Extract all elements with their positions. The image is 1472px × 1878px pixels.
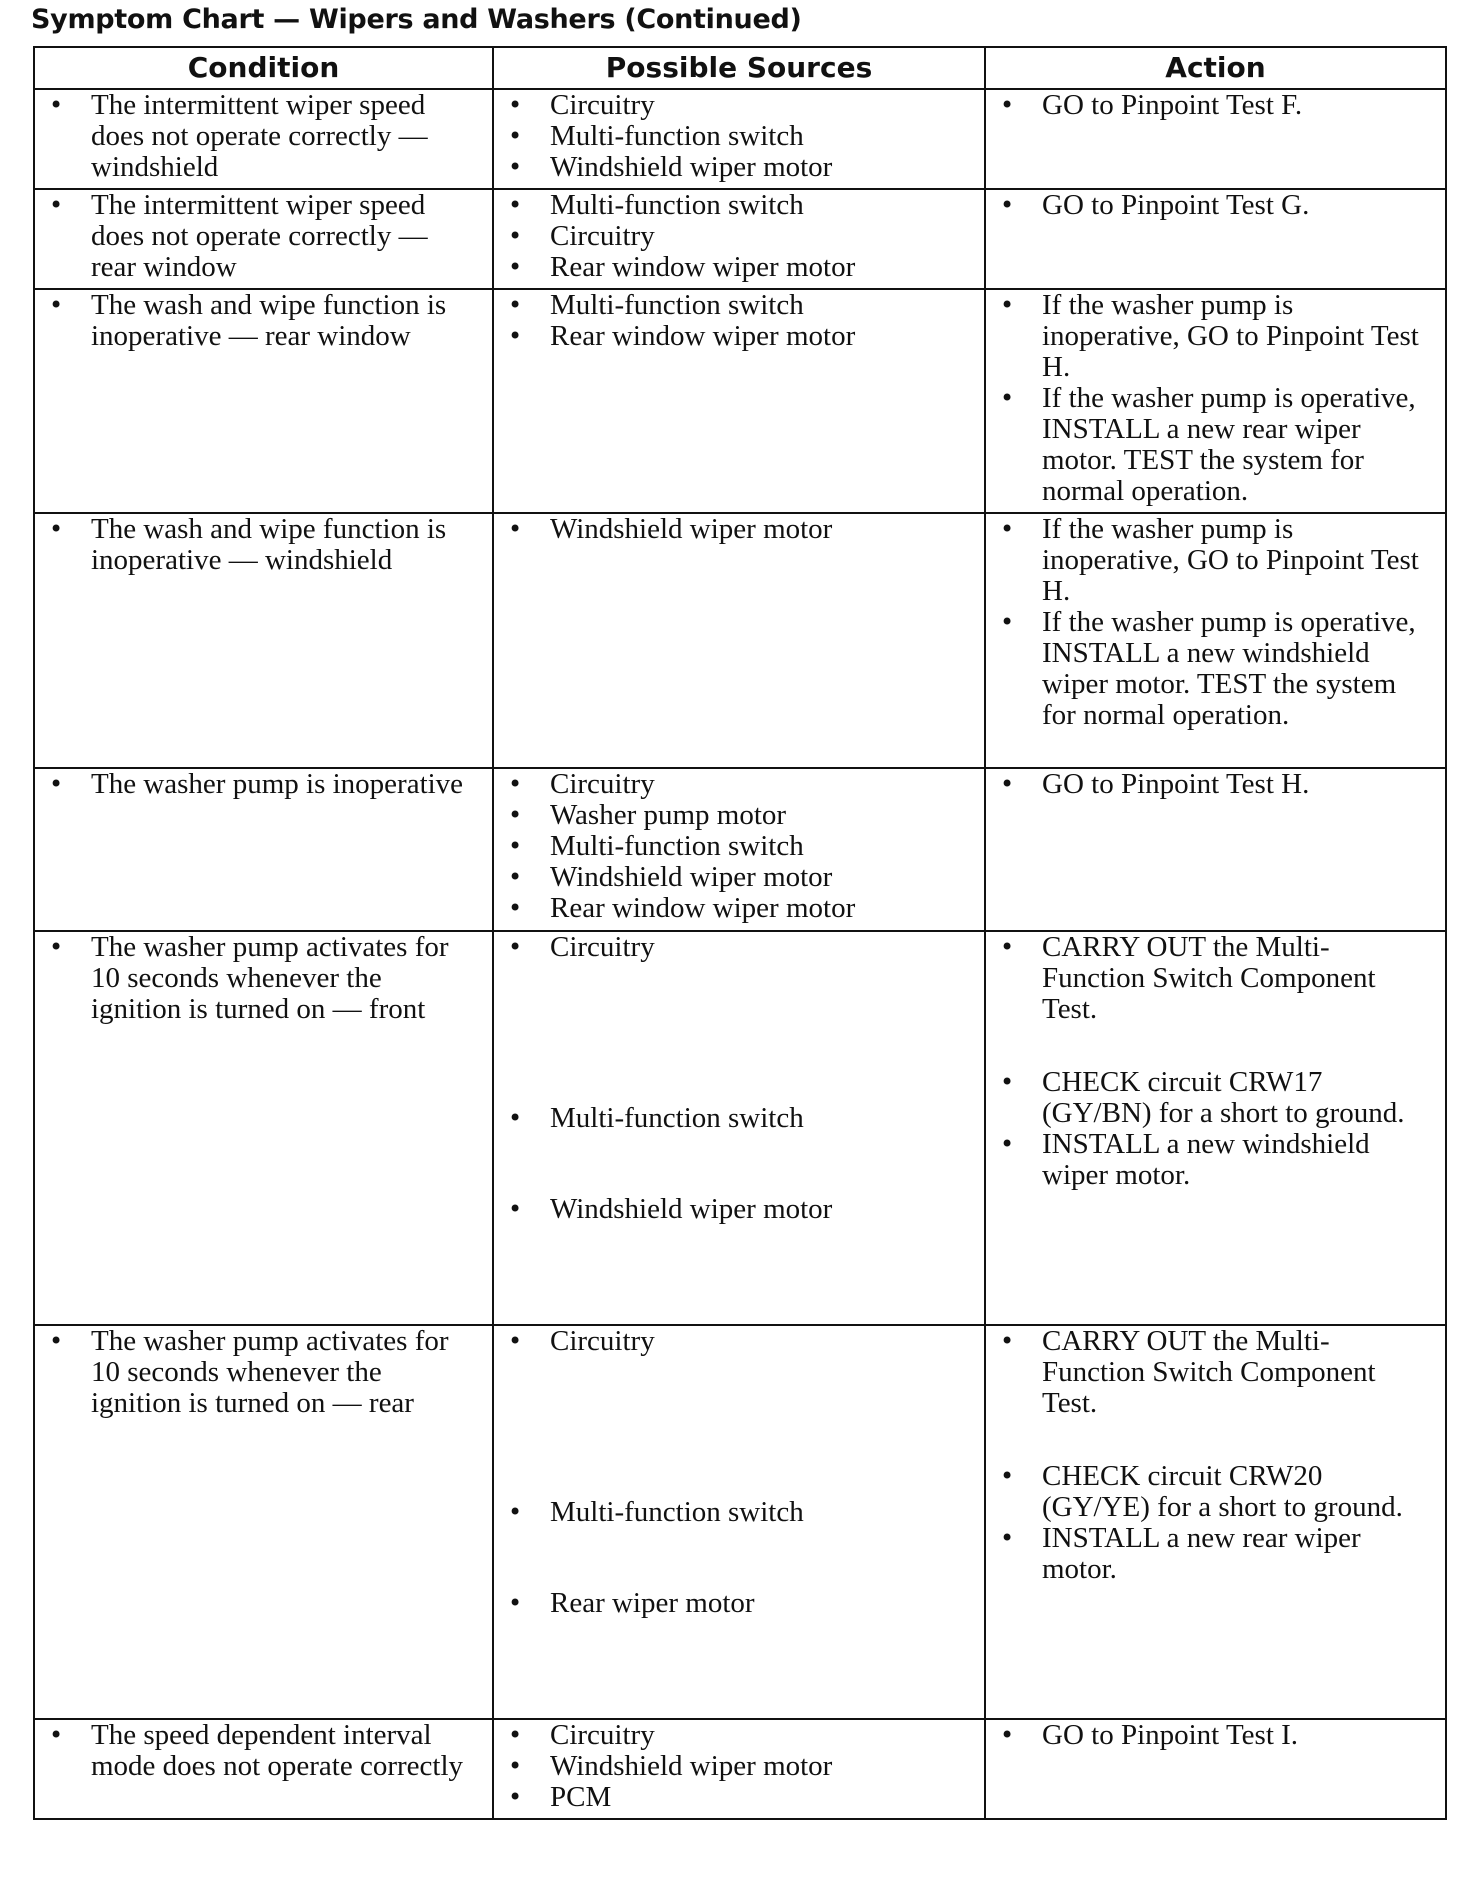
source-item: • Multi-function switch: [494, 121, 984, 152]
action-item: • CHECK circuit CRW20 (GY/YE) for a short to ground.: [986, 1461, 1445, 1523]
table-row: [34, 89, 1446, 189]
table-row: [34, 189, 1446, 289]
source-item: • Windshield wiper motor: [494, 862, 984, 893]
action-item: • If the washer pump is operative, INSTALL a new rear wiper motor. TEST the system for normal operation.: [986, 383, 1445, 507]
header-action: Action: [985, 47, 1446, 89]
action-item: • CARRY OUT the Multi-Function Switch Component Test.: [986, 932, 1445, 1025]
condition-text: • The wash and wipe function is inoperative — rear window: [35, 290, 492, 352]
header-possible-sources: Possible Sources: [493, 47, 985, 89]
action-cell: [985, 1325, 1446, 1719]
action-item: • INSTALL a new windshield wiper motor.: [986, 1129, 1445, 1191]
source-item: • Multi-function switch: [494, 190, 984, 221]
source-item: • Rear window wiper motor: [494, 321, 984, 352]
table-row: [34, 289, 1446, 513]
action-item: • GO to Pinpoint Test F.: [986, 90, 1445, 121]
sources-cell: [493, 931, 985, 1325]
sources-cell: [493, 513, 985, 768]
action-cell: [985, 89, 1446, 189]
sources-cell: [493, 1325, 985, 1719]
sources-cell: [493, 1719, 985, 1819]
action-item: • CARRY OUT the Multi-Function Switch Component Test.: [986, 1326, 1445, 1419]
condition-text: • The intermittent wiper speed does not operate correctly — windshield: [35, 90, 492, 183]
source-item: • Windshield wiper motor: [494, 1194, 984, 1225]
condition-text: • The washer pump activates for 10 seconds whenever the ignition is turned on — front: [35, 932, 492, 1025]
condition-cell: [34, 289, 493, 513]
source-item: • Windshield wiper motor: [494, 514, 984, 545]
action-cell: [985, 289, 1446, 513]
header-row: [34, 47, 1446, 89]
table-row: [34, 1719, 1446, 1819]
action-item: • GO to Pinpoint Test G.: [986, 190, 1445, 221]
table-row: [34, 768, 1446, 931]
condition-cell: [34, 931, 493, 1325]
sources-cell: [493, 289, 985, 513]
source-item: • Multi-function switch: [494, 290, 984, 321]
source-item: • Circuitry: [494, 932, 984, 963]
source-item: • Washer pump motor: [494, 800, 984, 831]
action-cell: [985, 931, 1446, 1325]
condition-cell: [34, 1719, 493, 1819]
source-item: • Circuitry: [494, 1720, 984, 1751]
condition-cell: [34, 89, 493, 189]
table-row: [34, 513, 1446, 768]
condition-text: • The intermittent wiper speed does not operate correctly — rear window: [35, 190, 492, 283]
condition-text: • The speed dependent interval mode does not operate correctly: [35, 1720, 492, 1782]
condition-text: • The washer pump is inoperative: [35, 769, 492, 800]
source-item: • Circuitry: [494, 769, 984, 800]
page-title: Symptom Chart — Wipers and Washers (Continued): [31, 4, 802, 35]
action-item: • If the washer pump is inoperative, GO to Pinpoint Test H.: [986, 514, 1445, 607]
source-item: • Circuitry: [494, 221, 984, 252]
action-cell: [985, 1719, 1446, 1819]
action-item: • GO to Pinpoint Test I.: [986, 1720, 1445, 1751]
condition-cell: [34, 189, 493, 289]
source-item: • Multi-function switch: [494, 1103, 984, 1134]
source-item: • Circuitry: [494, 90, 984, 121]
action-cell: [985, 768, 1446, 931]
action-item: • INSTALL a new rear wiper motor.: [986, 1523, 1445, 1585]
condition-cell: [34, 1325, 493, 1719]
source-item: • Multi-function switch: [494, 831, 984, 862]
action-cell: [985, 513, 1446, 768]
symptom-chart-table: [33, 46, 1447, 1820]
sources-cell: [493, 189, 985, 289]
header-condition: Condition: [34, 47, 493, 89]
sources-cell: [493, 768, 985, 931]
condition-cell: [34, 513, 493, 768]
source-item: • PCM: [494, 1782, 984, 1813]
source-item: • Circuitry: [494, 1326, 984, 1357]
table-row: [34, 931, 1446, 1325]
condition-text: • The washer pump activates for 10 seconds whenever the ignition is turned on — rear: [35, 1326, 492, 1419]
action-item: • If the washer pump is operative, INSTALL a new windshield wiper motor. TEST the system for normal operation.: [986, 607, 1445, 731]
condition-text: • The wash and wipe function is inoperative — windshield: [35, 514, 492, 576]
source-item: • Rear window wiper motor: [494, 893, 984, 924]
sources-cell: [493, 89, 985, 189]
action-item: • CHECK circuit CRW17 (GY/BN) for a short to ground.: [986, 1067, 1445, 1129]
action-item: • If the washer pump is inoperative, GO to Pinpoint Test H.: [986, 290, 1445, 383]
source-item: • Windshield wiper motor: [494, 152, 984, 183]
action-item: • GO to Pinpoint Test H.: [986, 769, 1445, 800]
table-row: [34, 1325, 1446, 1719]
source-item: • Multi-function switch: [494, 1497, 984, 1528]
condition-cell: [34, 768, 493, 931]
action-cell: [985, 189, 1446, 289]
source-item: • Rear window wiper motor: [494, 252, 984, 283]
source-item: • Rear wiper motor: [494, 1588, 984, 1619]
source-item: • Windshield wiper motor: [494, 1751, 984, 1782]
